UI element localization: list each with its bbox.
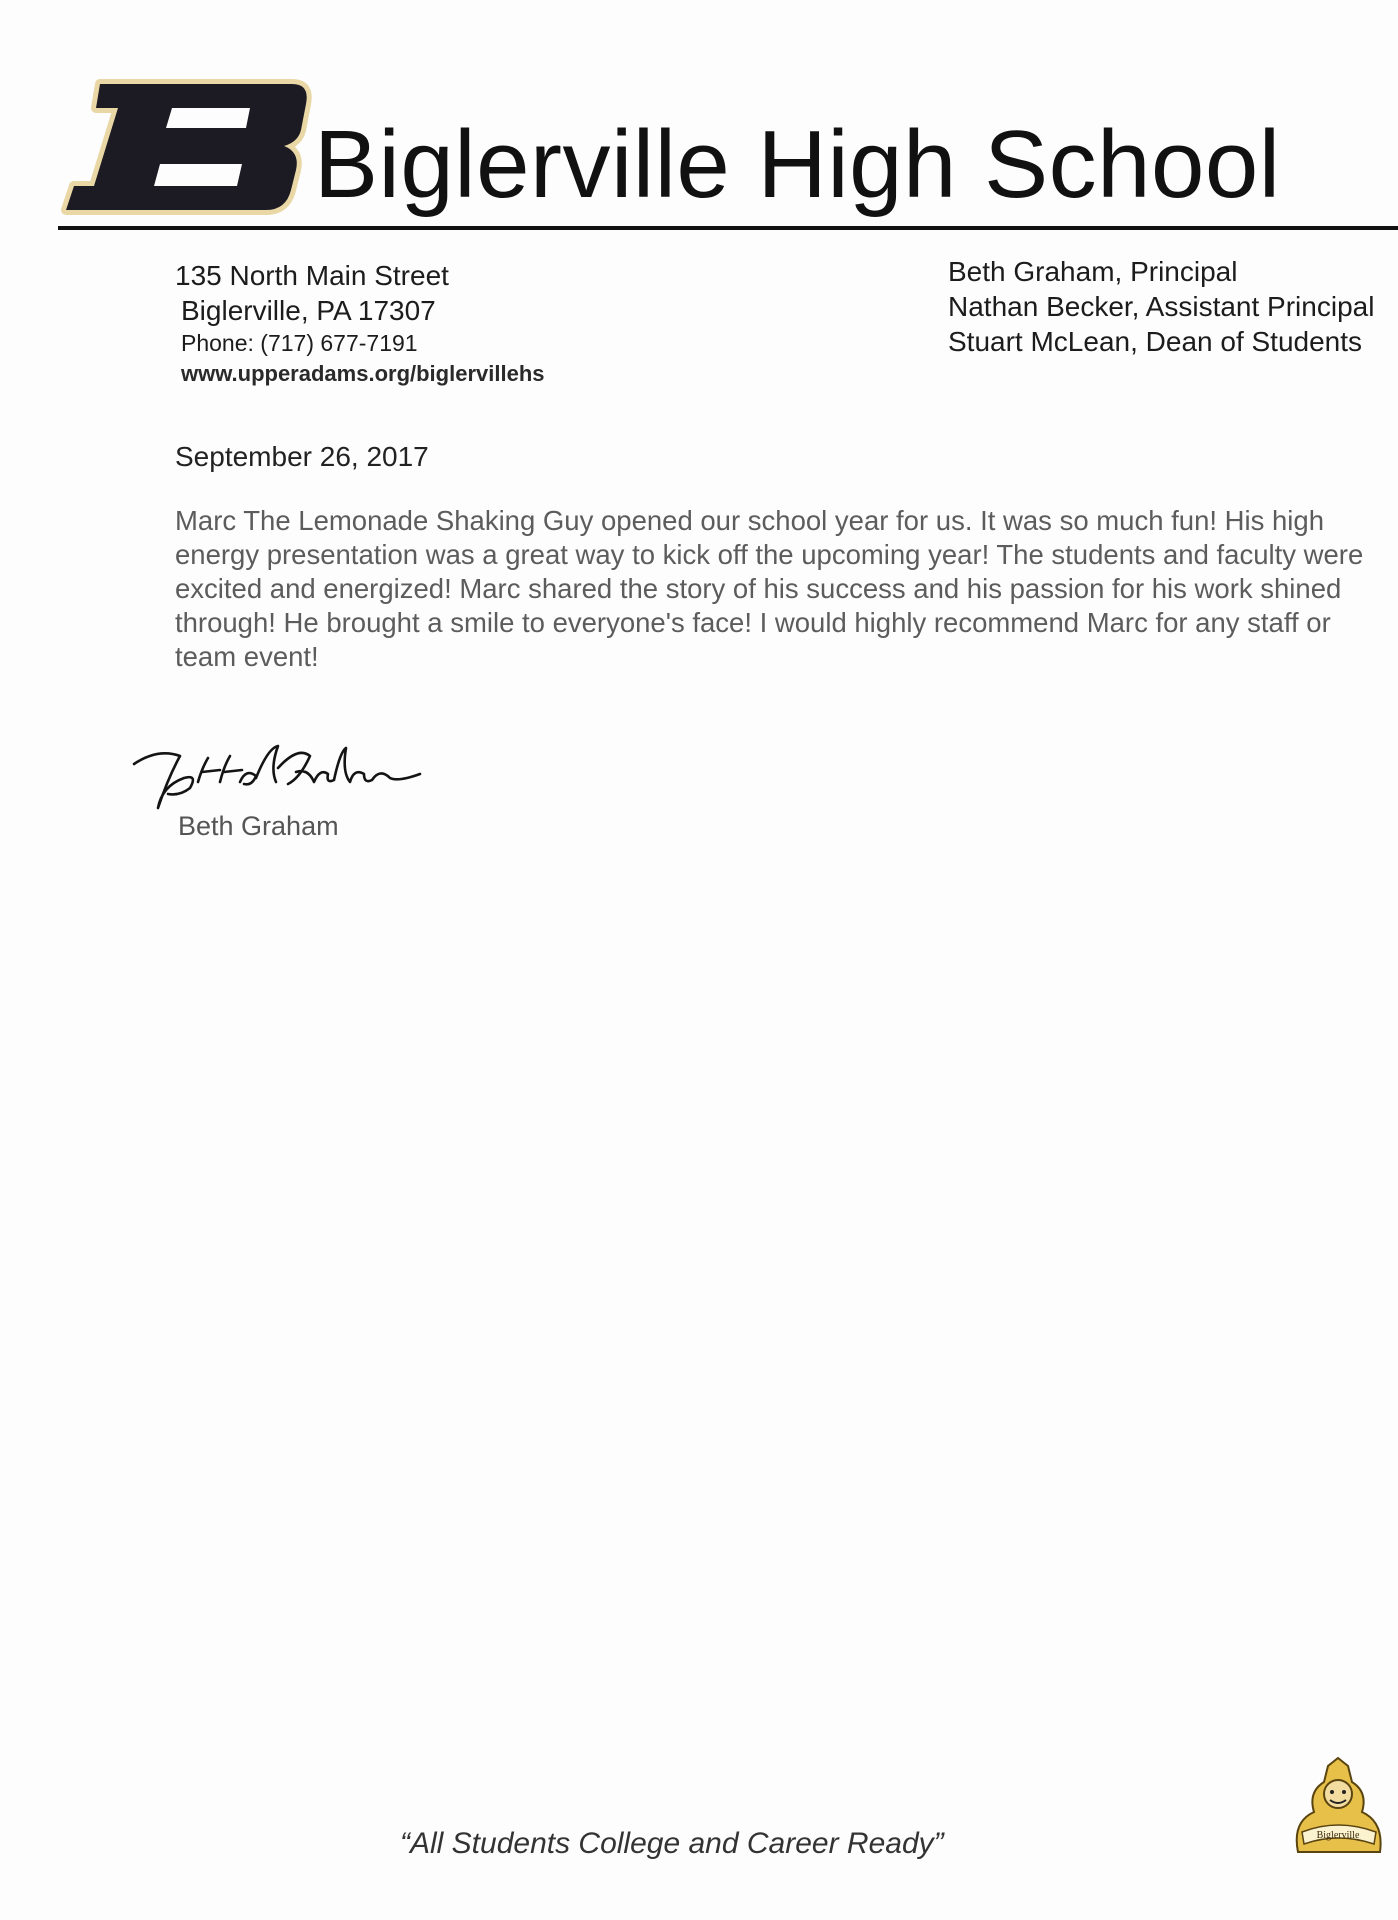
header-rule xyxy=(58,226,1398,230)
signature-script: Beth A Graham xyxy=(128,738,135,739)
logo-b-shape xyxy=(66,84,307,210)
address-city: Biglerville, PA 17307 xyxy=(181,295,436,326)
website-link[interactable]: www.upperadams.org/biglervillehs xyxy=(181,361,545,386)
logo-letter: B xyxy=(60,78,61,79)
school-address xyxy=(175,258,545,389)
school-logo-b-icon xyxy=(60,78,310,216)
staff-assistant-principal: Nathan Becker, Assistant Principal xyxy=(948,291,1375,322)
footer-motto: “All Students College and Career Ready” xyxy=(400,1827,944,1860)
mascot-label: Biglerville xyxy=(1316,1830,1360,1841)
staff-list xyxy=(948,254,1374,359)
staff-principal: Beth Graham, Principal xyxy=(948,256,1238,287)
signature-icon xyxy=(128,738,428,818)
address-street: 135 North Main Street xyxy=(175,260,449,291)
school-name: Biglerville High School xyxy=(314,111,1281,218)
letter-date: September 26, 2017 xyxy=(175,441,429,472)
phone-number: Phone: (717) 677-7191 xyxy=(181,330,418,356)
staff-dean: Stuart McLean, Dean of Students xyxy=(948,326,1363,357)
signer-name: Beth Graham xyxy=(178,811,339,841)
canner-mascot-icon xyxy=(1288,1752,1390,1862)
letter-body: Marc The Lemonade Shaking Guy opened our school year for us. It was so much fun! His high energy presentation was a great way to kick off the upcoming year! The students and faculty were excited and energized! Marc shared the story of his success and his passion for his work shined through! He brought a smile to everyone's face! I would highly recommend Marc for any staff or team event! xyxy=(175,505,1364,672)
